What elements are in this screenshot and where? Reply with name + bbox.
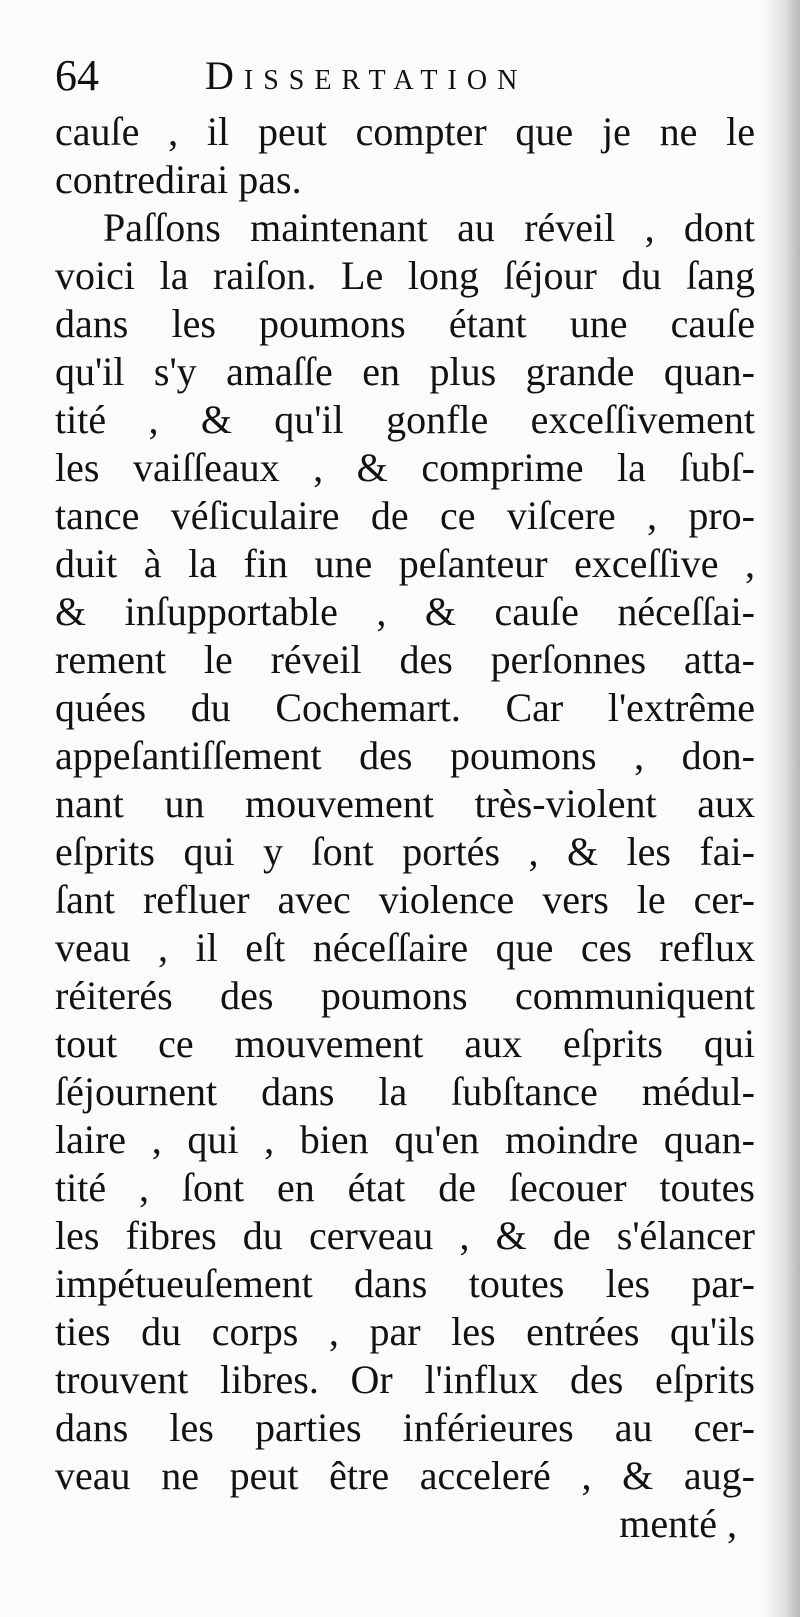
body-text: [55, 108, 755, 1548]
text-line: voici la raiſon. Le long ſéjour du ſang: [55, 253, 755, 298]
text-line: & inſupportable , & cauſe néceſſai-: [55, 589, 755, 634]
text-line: cauſe , il peut compter que je ne le: [55, 109, 755, 154]
text-line: ſant refluer avec violence vers le cer-: [55, 877, 755, 922]
text-line: appeſantiſſement des poumons , don-: [55, 733, 755, 778]
text-line: menté ,: [619, 1501, 737, 1546]
text-line: dans les parties inférieures au cer-: [55, 1405, 755, 1450]
text-line: les fibres du cerveau , & de s'élancer: [55, 1213, 755, 1258]
text-line: ſéjournent dans la ſubſtance médul-: [55, 1069, 755, 1114]
text-line: trouvent libres. Or l'influx des eſprits: [55, 1357, 755, 1402]
text-line: nant un mouvement très-violent aux: [55, 781, 755, 826]
text-line: dans les poumons étant une cauſe: [55, 301, 755, 346]
text-line: contredirai pas.: [55, 157, 302, 202]
text-line: qu'il s'y amaſſe en plus grande quan-: [55, 349, 755, 394]
text-line: veau ne peut être acceleré , & aug-: [55, 1453, 755, 1498]
text-line: tité , & qu'il gonfle exceſſivement: [55, 397, 755, 442]
text-line: les vaiſſeaux , & comprime la ſubſ-: [55, 445, 755, 490]
text-line: duit à la fin une peſanteur exceſſive ,: [55, 541, 755, 586]
text-line: tance véſiculaire de ce viſcere , pro-: [55, 493, 755, 538]
page-header: [55, 48, 745, 104]
text-line: impétueuſement dans toutes les par-: [55, 1261, 755, 1306]
text-line: laire , qui , bien qu'en moindre quan-: [55, 1117, 755, 1162]
text-line: tité , ſont en état de ſecouer toutes: [55, 1165, 755, 1210]
text-line: tout ce mouvement aux eſprits qui: [55, 1021, 755, 1066]
text-line: ties du corps , par les entrées qu'ils: [55, 1309, 755, 1354]
running-head: Dissertation: [205, 53, 528, 98]
text-line: veau , il eſt néceſſaire que ces reflux: [55, 925, 755, 970]
text-line: quées du Cochemart. Car l'extrême: [55, 685, 755, 730]
text-line: Paſſons maintenant au réveil , dont: [103, 205, 755, 250]
page-number: 64: [55, 51, 99, 100]
text-line: eſprits qui y ſont portés , & les fai-: [55, 829, 755, 874]
text-line: réiterés des poumons communiquent: [55, 973, 755, 1018]
page-gutter-shadow: [762, 0, 800, 1617]
text-line: rement le réveil des perſonnes atta-: [55, 637, 755, 682]
